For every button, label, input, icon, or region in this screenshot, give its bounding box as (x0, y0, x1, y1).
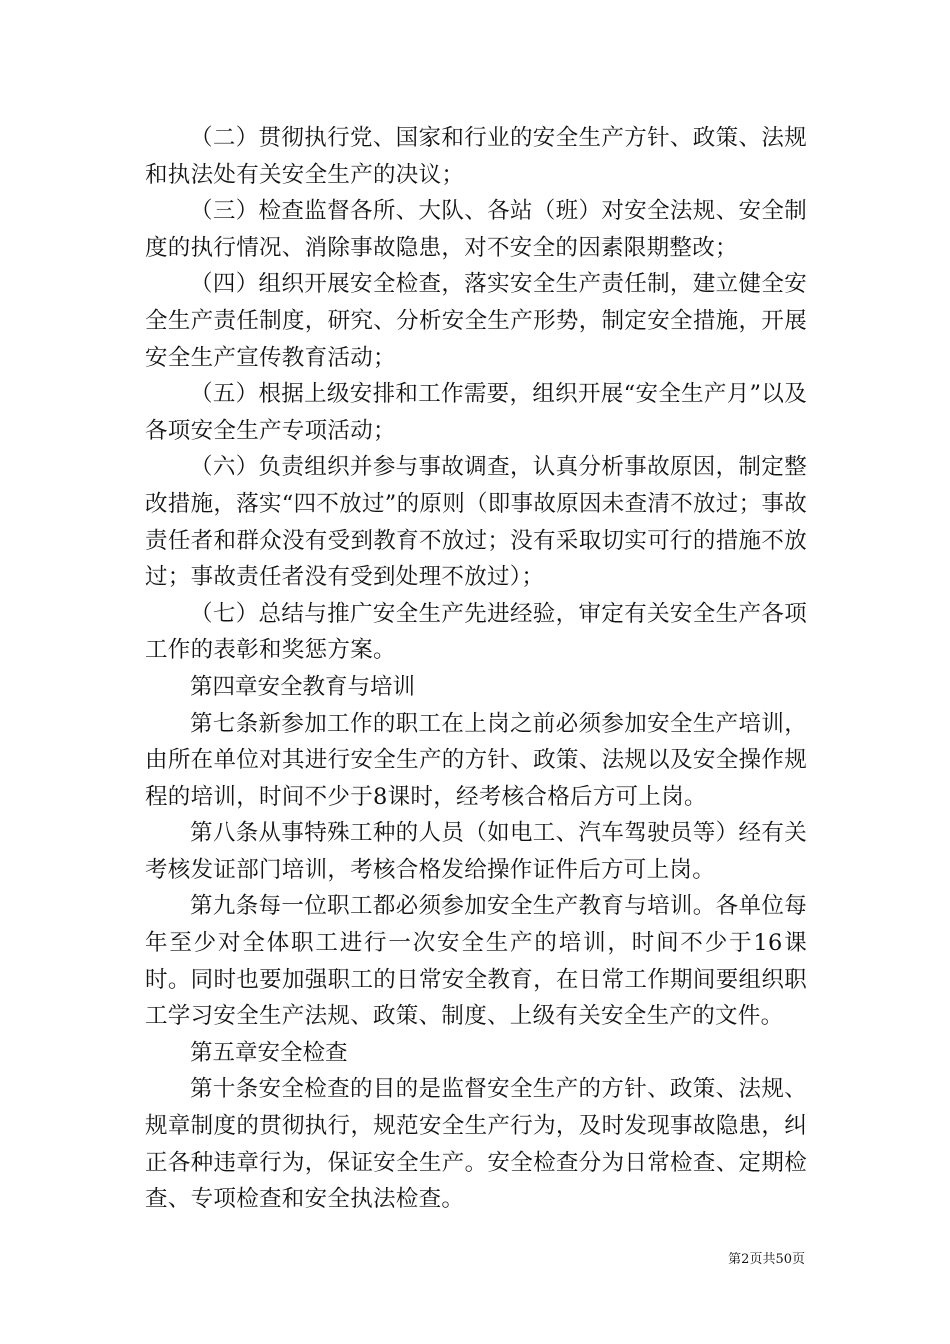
paragraph-item-5: （五）根据上级安排和工作需要，组织开展“安全生产月”以及各项安全生产专项活动； (145, 381, 807, 444)
page-number-footer: 第2页共50页 (728, 1252, 805, 1267)
paragraph-item-2: （二）贯彻执行党、国家和行业的安全生产方针、政策、法规和执法处有关安全生产的决议； (145, 125, 807, 188)
paragraph-item-7: （七）总结与推广安全生产先进经验，审定有关安全生产各项工作的表彰和奖惩方案。 (145, 600, 807, 664)
article-8: 第八条从事特殊工种的人员（如电工、汽车驾驶员等）经有关考核发证部门培训，考核合格发给操作证件后方可上岗。 (145, 820, 807, 883)
paragraph-item-3: （三）检查监督各所、大队、各站（班）对安全法规、安全制度的执行情况、消除事故隐患，对不安全的因素限期整改； (145, 198, 807, 261)
article-10: 第十条安全检查的目的是监督安全生产的方针、政策、法规、规章制度的贯彻执行，规范安全生产行为，及时发现事故隐患，纠正各种违章行为，保证安全生产。安全检查分为日常检查、定期检查、专项检查和安全执法检查。 (145, 1076, 807, 1213)
article-7: 第七条新参加工作的职工在上岗之前必须参加安全生产培训，由所在单位对其进行安全生产的方针、政策、法规以及安全操作规程的培训，时间不少于8课时，经考核合格后方可上岗。 (145, 710, 807, 810)
chapter-4-heading: 第四章安全教育与培训 (190, 673, 416, 700)
article-9: 第九条每一位职工都必须参加安全生产教育与培训。各单位每年至少对全体职工进行一次安全生产的培训，时间不少于16课时。同时也要加强职工的日常安全教育，在日常工作期间要组织职工学习安全生产法规、政策、制度、上级有关安全生产的文件。 (145, 893, 807, 1030)
document-body (145, 120, 807, 1218)
paragraph-item-6: （六）负责组织并参与事故调查，认真分析事故原因，制定整改措施，落实“四不放过”的原则（即事故原因未查清不放过；事故责任者和群众没有受到教育不放过；没有采取切实可行的措施不放过；事故责任者没有受到处理不放过）； (145, 454, 808, 591)
paragraph-item-4: （四）组织开展安全检查，落实安全生产责任制，建立健全安全生产责任制度，研究、分析安全生产形势，制定安全措施，开展安全生产宣传教育活动； (145, 271, 807, 371)
chapter-5-heading: 第五章安全检查 (190, 1039, 348, 1066)
